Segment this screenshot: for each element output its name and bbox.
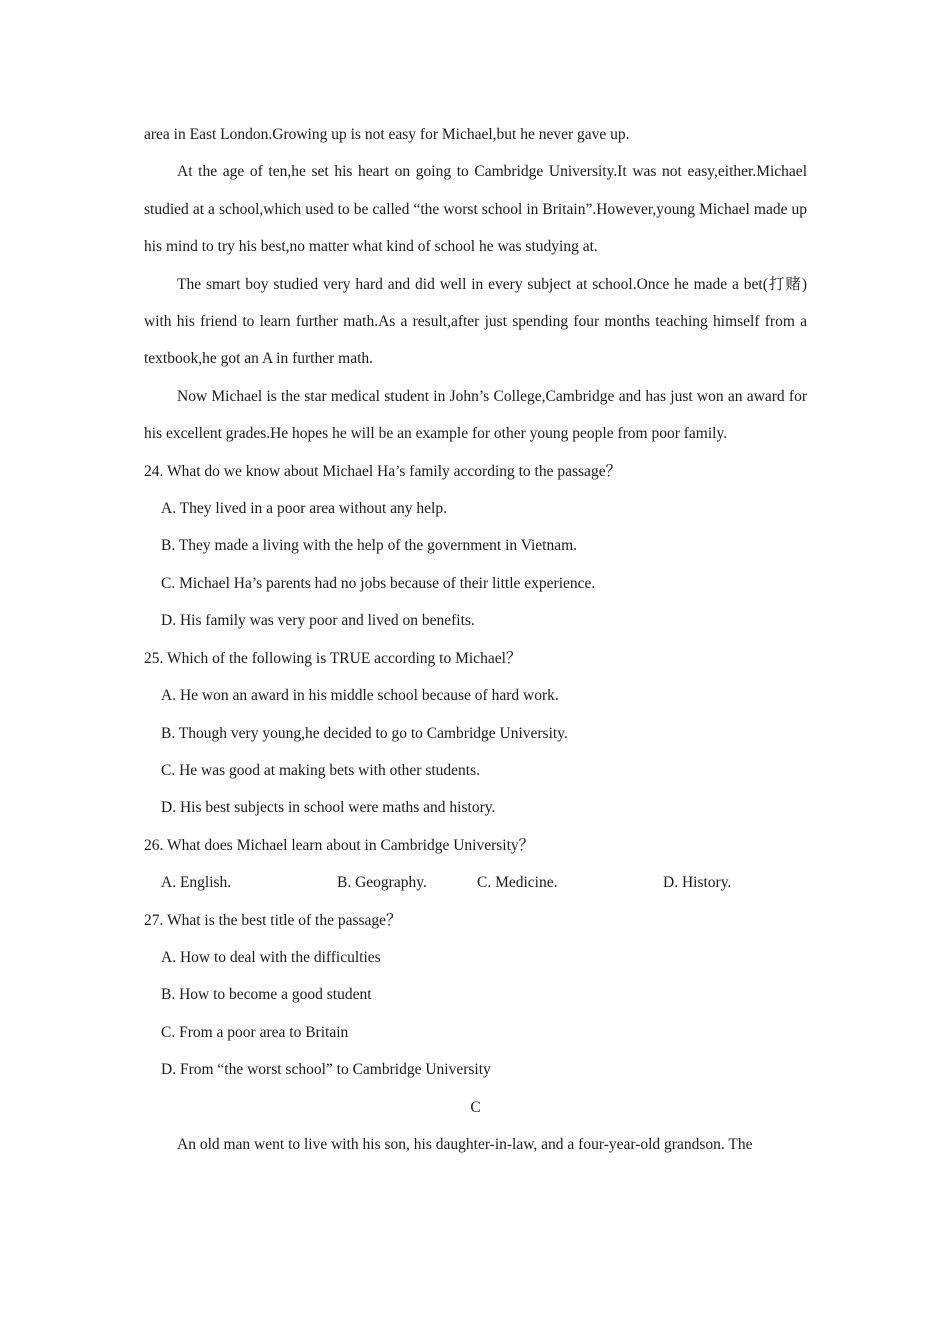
- question-25-option-b: B. Though very young,he decided to go to Cambridge University.: [161, 724, 568, 742]
- question-26-option-b: B. Geography.: [337, 874, 427, 892]
- question-24-option-c: C. Michael Ha’s parents had no jobs because of their little experience.: [161, 574, 596, 592]
- passage-paragraph-3: The smart boy studied very hard and did well in every subject at school.Once he made a bet(打赌) with his friend to learn further math.As a result,after just spending four months teaching himself from a textbook,he got an A in further math.: [144, 275, 807, 368]
- question-27-option-c: C. From a poor area to Britain: [161, 1023, 349, 1041]
- question-24-option-b: B. They made a living with the help of the government in Vietnam.: [161, 537, 578, 555]
- question-27: 27. What is the best title of the passage？: [144, 911, 402, 929]
- question-26-option-d: D. History.: [663, 874, 732, 892]
- passage-paragraph-1: area in East London.Growing up is not easy for Michael,but he never gave up.: [144, 126, 630, 143]
- question-25: 25. Which of the following is TRUE according to Michael？: [144, 649, 522, 667]
- question-26-option-a: A. English.: [161, 874, 232, 892]
- question-26: 26. What does Michael learn about in Cambridge University？: [144, 836, 535, 854]
- question-24-option-a: A. They lived in a poor area without any help.: [161, 500, 447, 518]
- question-27-option-a: A. How to deal with the difficulties: [161, 948, 381, 966]
- question-24-option-d: D. His family was very poor and lived on benefits.: [161, 612, 475, 630]
- question-24: 24. What do we know about Michael Ha’s family according to the passage？: [144, 462, 622, 480]
- question-25-option-a: A. He won an award in his middle school because of hard work.: [161, 687, 559, 705]
- question-27-option-b: B. How to become a good student: [161, 986, 372, 1004]
- question-27-option-d: D. From “the worst school” to Cambridge University: [161, 1061, 491, 1079]
- section-c-paragraph-1: An old man went to live with his son, his daughter-in-law, and a four-year-old grandson. The: [177, 1135, 753, 1153]
- question-25-option-c: C. He was good at making bets with other students.: [161, 761, 480, 779]
- passage-paragraph-4: Now Michael is the star medical student in John’s College,Cambridge and has just won an award for his excellent grades.He hopes he will be an example for other young people from poor family.: [144, 387, 807, 443]
- question-25-option-d: D. His best subjects in school were maths and history.: [161, 799, 496, 817]
- passage-paragraph-2: At the age of ten,he set his heart on going to Cambridge University.It was not easy,either.Michael studied at a school,which used to be called “the worst school in Britain”.However,young Michael made up his mind to try his best,no matter what kind of school he was studying at.: [144, 163, 807, 256]
- section-heading-c: C: [470, 1098, 481, 1116]
- document-page: [144, 116, 807, 1163]
- question-26-option-c: C. Medicine.: [477, 874, 558, 892]
- question-26-options-row: [144, 864, 807, 901]
